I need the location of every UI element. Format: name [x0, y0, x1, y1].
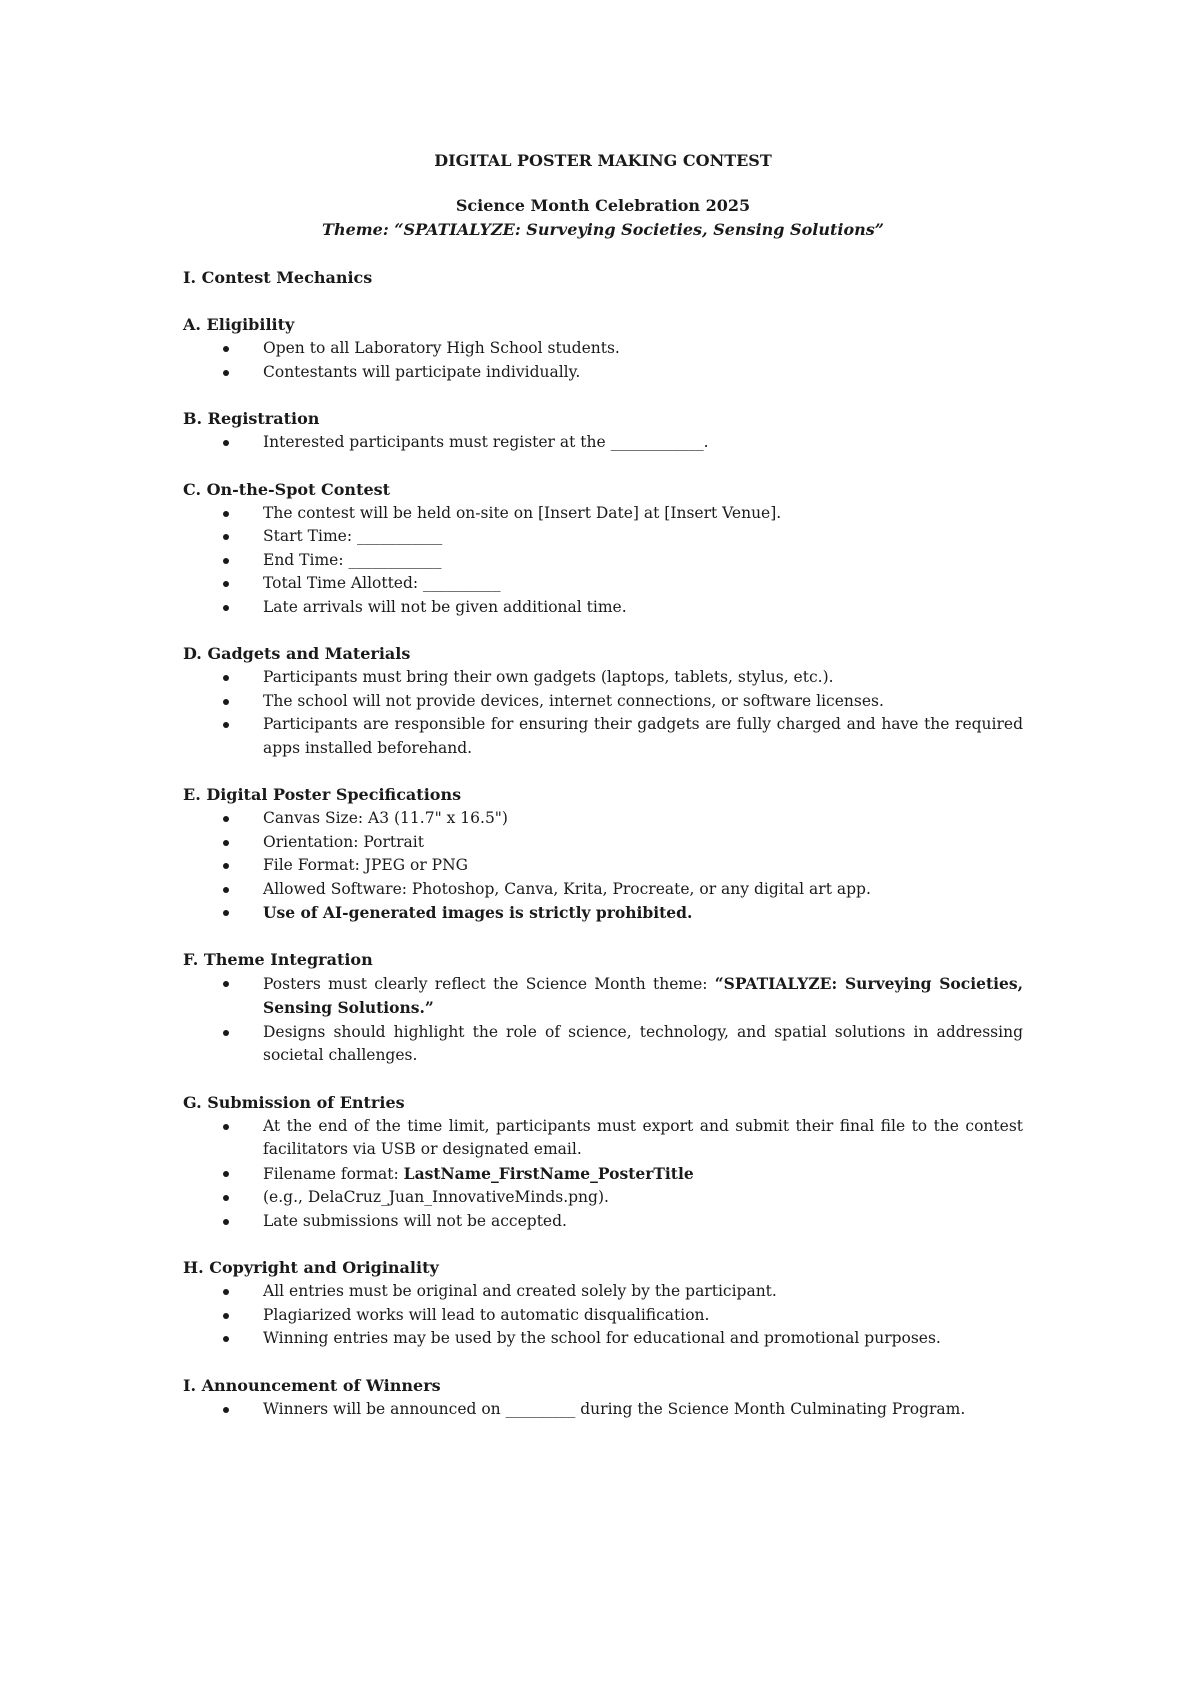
- section-heading: E. Digital Poster Specifications: [183, 785, 462, 804]
- list-item: Start Time: ___________: [183, 525, 1023, 549]
- section-heading: C. On-the-Spot Contest: [183, 479, 391, 499]
- list-item: Winning entries may be used by the school for educational and promotional purposes.: [183, 1327, 1023, 1351]
- bullet-list: [183, 1115, 1023, 1234]
- list-item: Total Time Allotted: __________: [183, 572, 1023, 596]
- list-item: Canvas Size: A3 (11.7" x 16.5"): [183, 807, 1023, 831]
- document-page: [183, 138, 1023, 1421]
- section-poster-specifications: [183, 783, 1023, 925]
- section-heading: D. Gadgets and Materials: [183, 644, 411, 663]
- section-announcement-winners: [183, 1374, 1023, 1422]
- list-item: [183, 1162, 1023, 1187]
- section-heading: B. Registration: [183, 409, 320, 428]
- document-theme: Theme: “SPATIALYZE: Surveying Societies, Sensing Solutions”: [322, 220, 884, 239]
- bullet-list: [183, 337, 1023, 384]
- list-item: At the end of the time limit, participants must export and submit their final file to the contest facilitators via USB or designated email.: [183, 1115, 1023, 1162]
- list-item: Winners will be announced on _________ during the Science Month Culminating Program.: [183, 1398, 1023, 1422]
- section-heading: H. Copyright and Originality: [183, 1258, 439, 1277]
- bullet-list: [183, 1398, 1023, 1422]
- bullet-list: [183, 666, 1023, 760]
- list-item: Participants must bring their own gadgets (laptops, tablets, stylus, etc.).: [183, 666, 1023, 690]
- section-theme-integration: [183, 948, 1023, 1068]
- list-item-ai-prohibition: Use of AI-generated images is strictly prohibited.: [183, 901, 1023, 925]
- section-copyright-originality: [183, 1256, 1023, 1351]
- document-title: DIGITAL POSTER MAKING CONTEST: [434, 151, 772, 170]
- section-eligibility: [183, 313, 1023, 384]
- main-heading: I. Contest Mechanics: [183, 268, 373, 287]
- list-item: Late arrivals will not be given additional time.: [183, 596, 1023, 620]
- list-item: Allowed Software: Photoshop, Canva, Krita, Procreate, or any digital art app.: [183, 878, 1023, 902]
- bullet-list: [183, 502, 1023, 620]
- list-item: Contestants will participate individually.: [183, 361, 1023, 385]
- section-heading: A. Eligibility: [183, 315, 295, 334]
- section-gadgets-materials: [183, 642, 1023, 760]
- filename-format: LastName_FirstName_PosterTitle: [403, 1163, 694, 1183]
- bullet-list: [183, 807, 1023, 925]
- document-subtitle: Science Month Celebration 2025: [455, 196, 751, 215]
- section-registration: [183, 407, 1023, 455]
- list-item: Designs should highlight the role of science, technology, and spatial solutions in addressing societal challenges.: [183, 1021, 1023, 1068]
- section-heading: I. Announcement of Winners: [183, 1375, 441, 1395]
- item-text: Filename format:: [263, 1164, 404, 1183]
- list-item: The school will not provide devices, internet connections, or software licenses.: [183, 690, 1023, 714]
- section-heading: G. Submission of Entries: [183, 1092, 405, 1112]
- bullet-list: [183, 972, 1023, 1068]
- list-item: Late submissions will not be accepted.: [183, 1210, 1023, 1234]
- bullet-list: [183, 1280, 1023, 1351]
- item-text: Posters must clearly reflect the Science Month theme:: [263, 974, 715, 993]
- list-item: End Time: ____________: [183, 549, 1023, 573]
- list-item: [183, 972, 1023, 1021]
- list-item: Participants are responsible for ensuring their gadgets are fully charged and have the required apps installed beforehand.: [183, 713, 1023, 760]
- list-item: All entries must be original and created solely by the participant.: [183, 1280, 1023, 1304]
- list-item: File Format: JPEG or PNG: [183, 854, 1023, 878]
- theme-quote: “SPATIALYZE: Surveying Societies, Sensing Solutions.”: [263, 973, 1023, 1017]
- section-on-the-spot-contest: [183, 478, 1023, 620]
- bullet-list: [183, 431, 1023, 455]
- list-item: The contest will be held on-site on [Insert Date] at [Insert Venue].: [183, 502, 1023, 526]
- list-item: Plagiarized works will lead to automatic disqualification.: [183, 1304, 1023, 1328]
- list-item: Orientation: Portrait: [183, 831, 1023, 855]
- section-submission-entries: [183, 1091, 1023, 1234]
- list-item: (e.g., DelaCruz_Juan_InnovativeMinds.png).: [183, 1186, 1023, 1210]
- list-item: Open to all Laboratory High School students.: [183, 337, 1023, 361]
- list-item: Interested participants must register at the ____________.: [183, 431, 1023, 455]
- section-heading: F. Theme Integration: [183, 949, 373, 969]
